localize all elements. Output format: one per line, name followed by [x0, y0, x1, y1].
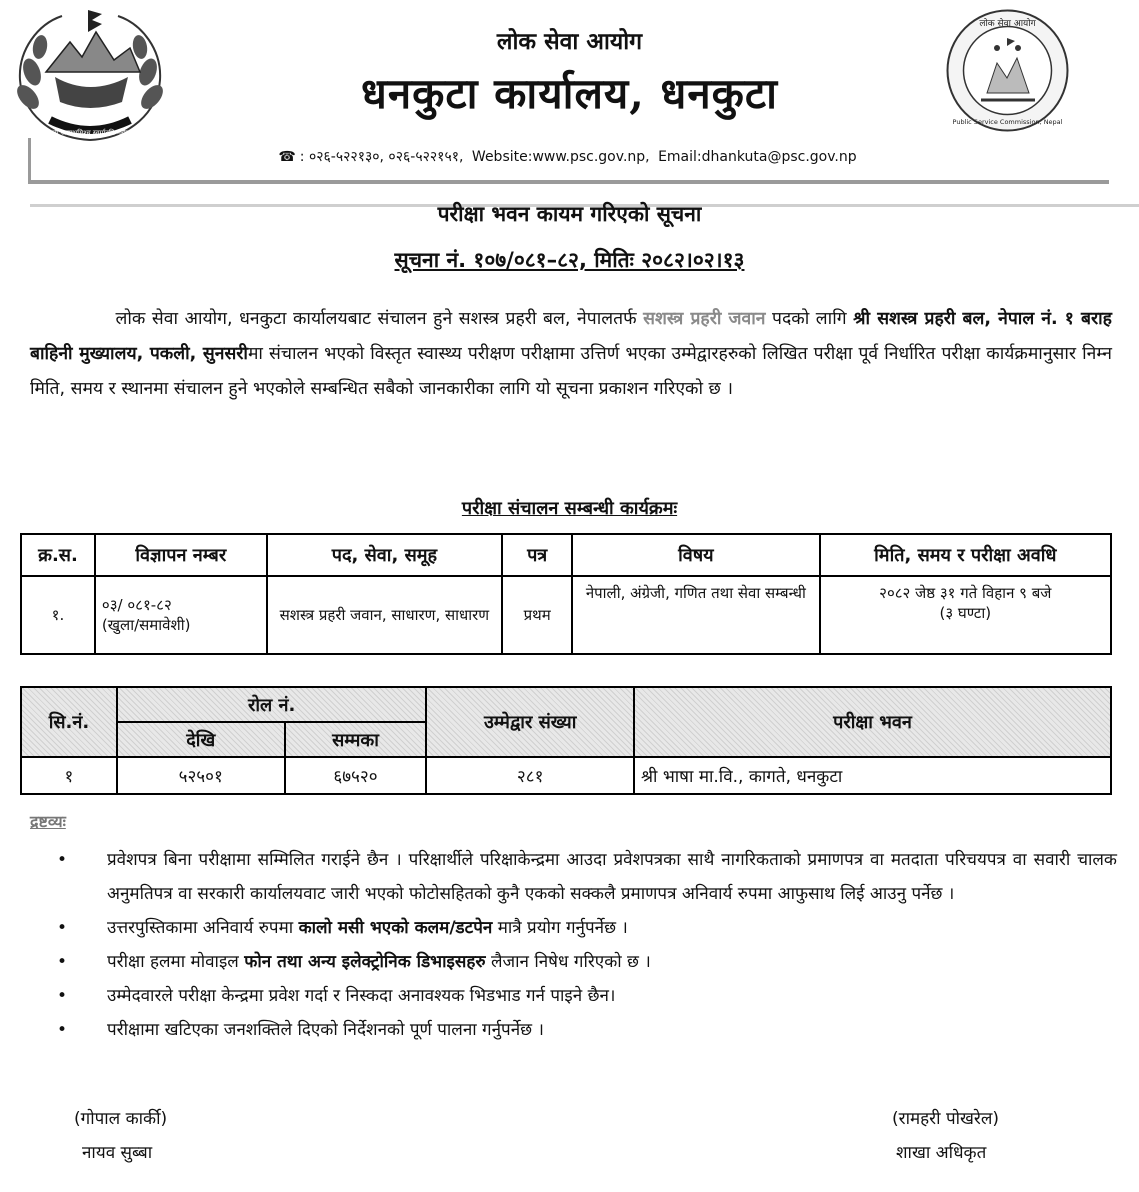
phone-numbers: : ०२६-५२२१३०, ०२६-५२२१५१,	[299, 149, 464, 165]
note-bold: फोन तथा अन्य इलेक्ट्रोनिक डिभाइसहरु	[244, 952, 486, 972]
table-row	[21, 757, 1111, 794]
col-header: पत्र	[502, 534, 572, 576]
note-bold: कालो मसी भएको कलम/डटपेन	[298, 918, 493, 938]
cell-roll-to: ६७५२०	[285, 757, 427, 794]
cell-exam-hall: श्री भाषा मा.वि., कागते, धनकुटा	[634, 757, 1111, 794]
exam-duration: (३ घण्टा)	[939, 604, 992, 622]
office-name: धनकुटा कार्यालय, धनकुटा	[361, 69, 778, 118]
col-header: क्र.स.	[21, 534, 95, 576]
cell-sn: १	[21, 757, 117, 794]
note-text: लैजान निषेध गरिएको छ ।	[485, 952, 651, 972]
organization-name: लोक सेवा आयोग	[496, 28, 643, 55]
website-text: Website:www.psc.gov.np,	[471, 149, 650, 165]
ad-type: (खुला/समावेशी)	[101, 616, 191, 634]
email-text: Email:dhankuta@psc.gov.np	[658, 149, 857, 165]
header-roll-to: सम्मका	[285, 722, 427, 757]
body-text-3: मा संचालन भएको विस्तृत स्वास्थ्य परीक्षण परीक्षामा उत्तिर्ण भएका उम्मेद्वारहरुको लिखित परीक्षा पूर्व निर्धारित परीक्षा कार्यक्रमानुसार निम्न मिति, समय र स्थानमा संचालन हुने भएकोले सम्बन्धित सबैको जानकारीका लागि यो सूचना प्रकाशन गरिएको छ ।	[30, 344, 1112, 399]
ad-number: ०३/ ०८१-८२	[101, 596, 172, 614]
note-text: प्रवेशपत्र बिना परीक्षामा सम्मिलित गराईने छैन । परिक्षार्थीले परिक्षाकेन्द्रमा आउदा प्रवेशपत्रका साथै नागरिकताको प्रमाणपत्र वा मतदाता परिचयपत्र वा सवारी चालक अनुमतिपत्र वा सरकारी कार्यालयवाट जारी भएको फोटोसहितको कुनै एकको सक्कलै प्रमाणपत्र अनिवार्य रुपमा आफुसाथ लिई आउनु पर्नेछ ।	[107, 850, 1117, 904]
body-text-2: पदको लागि	[765, 309, 854, 329]
cell-candidate-count: २८१	[426, 757, 634, 794]
cell-post: सशस्त्र प्रहरी जवान, साधारण, साधारण	[267, 576, 503, 654]
exam-datetime: २०८२ जेष्ठ ३१ गते विहान ९ बजे	[879, 584, 1052, 602]
cell-datetime	[820, 576, 1111, 654]
schedule-heading: परीक्षा संचालन सम्बन्धी कार्यक्रमः	[461, 498, 678, 519]
contact-line	[0, 147, 1139, 166]
notice-number: सूचना नं. १०७/०८१–८२, मितिः २०८२।०२।१३	[394, 248, 745, 272]
note-text: उत्तरपुस्तिकामा अनिवार्य रुपमा	[107, 918, 299, 938]
header-roll: रोल नं.	[117, 687, 426, 722]
signature-right-title: शाखा अधिकृत	[896, 1143, 987, 1163]
signature-left-name: (गोपाल कार्की)	[74, 1109, 168, 1129]
notes-list	[57, 843, 1117, 1047]
body-text-1: लोक सेवा आयोग, धनकुटा कार्यालयबाट संचालन हुने सशस्त्र प्रहरी बल, नेपालतर्फ	[115, 309, 644, 329]
schedule-table	[20, 533, 1112, 655]
venue-bold: श्री सशस्त्र प्रहरी बल, नेपाल नं. १ बराह बाहिनी मुख्यालय, पकली, सुनसरी	[30, 309, 1112, 364]
note-text: मात्रै प्रयोग गर्नुपर्नेछ ।	[492, 918, 628, 938]
emblem-motto: जननी जन्मभूमिश्च स्वर्गादपि गरीयसी	[43, 129, 137, 137]
post-name-highlight: सशस्त्र प्रहरी जवान	[643, 309, 766, 329]
seal-top-text: लोक सेवा आयोग	[979, 19, 1036, 29]
header-exam-hall: परीक्षा भवन	[634, 687, 1111, 757]
note-text: परीक्षामा खटिएका जनशक्तिले दिएको निर्देशनको पूर्ण पालना गर्नुपर्नेछ ।	[107, 1020, 544, 1040]
cell-sn: १.	[21, 576, 95, 654]
note-text: परीक्षा हलमा मोवाइल	[107, 952, 245, 972]
signature-left-title: नायव सुब्बा	[82, 1143, 153, 1163]
header-roll-from: देखि	[117, 722, 285, 757]
notes-heading: द्रष्टव्यः	[30, 812, 66, 831]
list-item	[57, 945, 1117, 979]
cell-roll-from: ५२५०१	[117, 757, 285, 794]
table-row	[21, 576, 1111, 654]
list-item	[57, 1013, 1117, 1047]
col-header: विषय	[572, 534, 819, 576]
note-text: उम्मेदवारले परीक्षा केन्द्रमा प्रवेश गर्दा र निस्कदा अनावश्यक भिडभाड गर्न पाइने छैन।	[107, 986, 616, 1006]
col-header: मिति, समय र परीक्षा अवधि	[820, 534, 1111, 576]
exam-hall-table	[20, 686, 1112, 795]
body-paragraph	[30, 302, 1112, 407]
col-header: पद, सेवा, समूह	[267, 534, 503, 576]
list-item	[57, 911, 1117, 945]
schedule-header-row	[21, 534, 1111, 576]
notice-title: परीक्षा भवन कायम गरिएको सूचना	[437, 202, 702, 226]
telephone-icon: ☎	[278, 149, 296, 165]
cell-subject: नेपाली, अंग्रेजी, गणित तथा सेवा सम्बन्धी	[572, 576, 819, 654]
header-sn: सि.नं.	[21, 687, 117, 757]
cell-ad-number	[95, 576, 267, 654]
list-item	[57, 843, 1117, 911]
header-candidate-count: उम्मेद्वार संख्या	[426, 687, 634, 757]
signature-right-name: (रामहरी पोखरेल)	[892, 1109, 1000, 1129]
col-header: विज्ञापन नम्बर	[95, 534, 267, 576]
list-item	[57, 979, 1117, 1013]
cell-paper: प्रथम	[502, 576, 572, 654]
seal-bottom-text: Public Service Commission, Nepal	[952, 118, 1063, 126]
